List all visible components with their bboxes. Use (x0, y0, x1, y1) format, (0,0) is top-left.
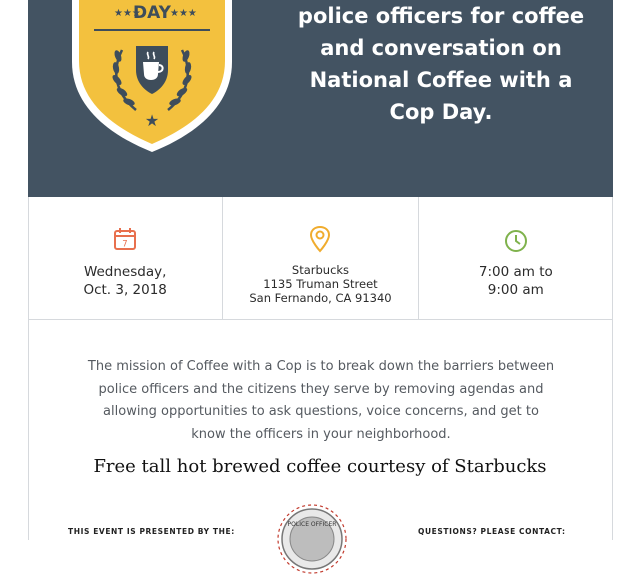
headline-line: Cop Day. (389, 100, 493, 124)
event-time (418, 197, 613, 319)
mission-line: know the officers in your neighborhood. (191, 426, 451, 442)
coffee-with-a-cop-badge (52, 0, 252, 152)
location-line: 1135 Truman Street (263, 277, 378, 291)
calendar-icon (113, 227, 137, 251)
calendar-day: 7 (122, 239, 128, 250)
police-seal-logo (276, 503, 348, 575)
seal-text: POLICE OFFICER (287, 521, 337, 528)
event-location (222, 197, 417, 319)
date-line: Wednesday, (83, 264, 167, 280)
location-line: Starbucks (291, 263, 350, 277)
location-line: San Fernando, CA 91340 (249, 291, 392, 305)
mission-line: police officers and the citizens they serve by removing agendas and (98, 381, 544, 397)
presented-by-label: THIS EVENT IS PRESENTED BY THE: (68, 527, 235, 536)
time-line: 7:00 am to (478, 264, 553, 280)
headline-line: police officers for coffee (297, 4, 585, 28)
questions-contact-label: QUESTIONS? PLEASE CONTACT: (418, 527, 566, 536)
event-details (28, 197, 613, 320)
mission-statement (82, 356, 560, 446)
date-line: Oct. 3, 2018 (83, 282, 167, 298)
headline-line: National Coffee with a (309, 68, 573, 92)
badge-word: DAY (133, 3, 171, 23)
badge-stars-right: ★★★ (170, 8, 197, 19)
badge-bottom-star-icon: ★ (144, 111, 160, 130)
clock-icon (504, 229, 528, 253)
time-line: 9:00 am (487, 282, 544, 298)
badge-stars-left: ★★★ (114, 8, 141, 19)
headline (282, 0, 600, 128)
headline-line: and conversation on (320, 36, 562, 60)
map-pin-icon (308, 225, 332, 253)
mission-line: allowing opportunities to ask questions, voice concerns, and get to (103, 404, 539, 419)
mission-line: The mission of Coffee with a Cop is to break down the barriers between (87, 359, 555, 374)
event-date (28, 197, 222, 319)
free-coffee-offer: Free tall hot brewed coffee courtesy of Starbucks (93, 456, 547, 477)
